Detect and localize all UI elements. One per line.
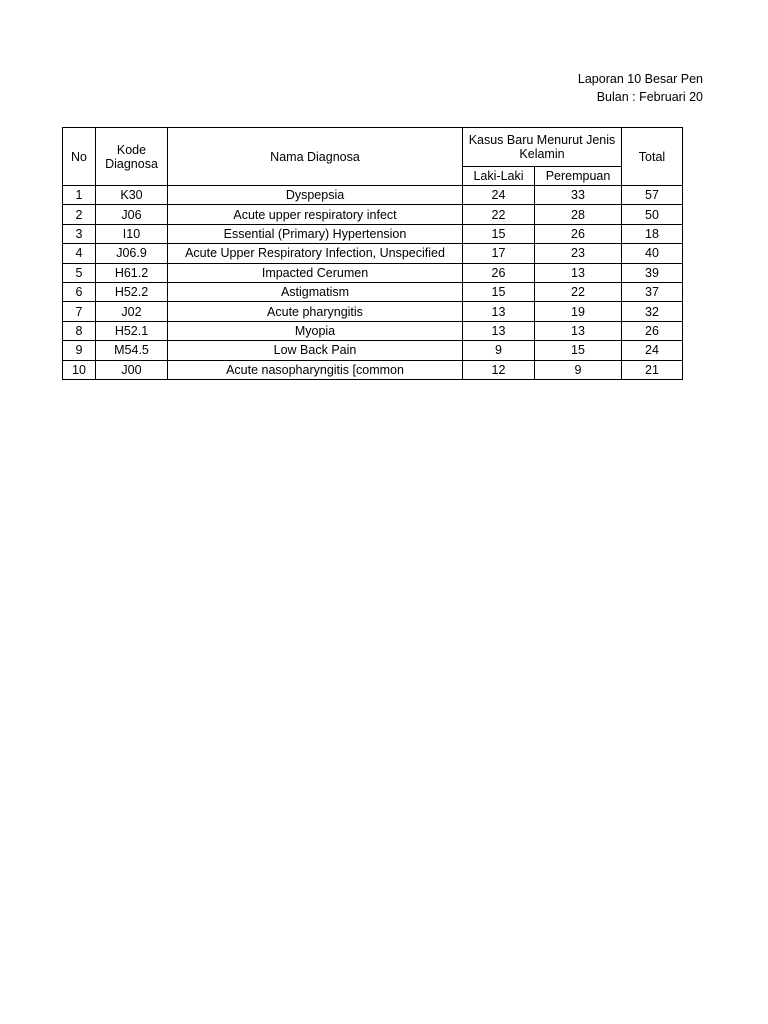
cell-no: 8 — [63, 321, 96, 340]
cell-total: 24 — [622, 341, 683, 360]
table-row — [63, 224, 683, 243]
cell-laki: 26 — [463, 263, 535, 282]
cell-nama: Low Back Pain — [168, 341, 463, 360]
header-row-1 — [63, 128, 683, 167]
cell-laki: 24 — [463, 186, 535, 205]
cell-laki: 13 — [463, 321, 535, 340]
cell-perempuan: 15 — [535, 341, 622, 360]
cell-total: 26 — [622, 321, 683, 340]
cell-no: 4 — [63, 244, 96, 263]
cell-no: 9 — [63, 341, 96, 360]
cell-no: 7 — [63, 302, 96, 321]
report-period-line — [460, 88, 703, 106]
cell-perempuan: 28 — [535, 205, 622, 224]
cell-total: 50 — [622, 205, 683, 224]
report-title: Laporan 10 Besar Pen — [577, 72, 703, 86]
report-title-line — [460, 70, 703, 88]
cell-kode: I10 — [96, 224, 168, 243]
cell-perempuan: 19 — [535, 302, 622, 321]
header-perempuan: Perempuan — [535, 167, 622, 186]
cell-no: 6 — [63, 282, 96, 301]
cell-no: 1 — [63, 186, 96, 205]
cell-no: 10 — [63, 360, 96, 379]
cell-kode: J06 — [96, 205, 168, 224]
cell-total: 39 — [622, 263, 683, 282]
cell-no: 3 — [63, 224, 96, 243]
cell-laki: 12 — [463, 360, 535, 379]
cell-perempuan: 22 — [535, 282, 622, 301]
cell-nama: Acute Upper Respiratory Infection, Unspecified — [168, 244, 463, 263]
cell-total: 32 — [622, 302, 683, 321]
header-kode: Kode Diagnosa — [96, 128, 168, 186]
header-kasus-group: Kasus Baru Menurut Jenis Kelamin — [463, 128, 622, 167]
table-row — [63, 244, 683, 263]
table-row — [63, 302, 683, 321]
cell-kode: H52.2 — [96, 282, 168, 301]
header-laki: Laki-Laki — [463, 167, 535, 186]
cell-nama: Essential (Primary) Hypertension — [168, 224, 463, 243]
cell-nama: Myopia — [168, 321, 463, 340]
cell-total: 57 — [622, 186, 683, 205]
report-period: Bulan : Februari 20 — [596, 90, 703, 104]
cell-laki: 13 — [463, 302, 535, 321]
cell-no: 5 — [63, 263, 96, 282]
cell-perempuan: 13 — [535, 263, 622, 282]
cell-total: 40 — [622, 244, 683, 263]
cell-laki: 15 — [463, 282, 535, 301]
header-total: Total — [622, 128, 683, 186]
diagnosis-table — [62, 127, 683, 380]
cell-kode: J06.9 — [96, 244, 168, 263]
cell-nama: Acute pharyngitis — [168, 302, 463, 321]
table-header — [63, 128, 683, 186]
cell-kode: M54.5 — [96, 341, 168, 360]
cell-perempuan: 23 — [535, 244, 622, 263]
report-header — [460, 70, 703, 106]
cell-nama: Impacted Cerumen — [168, 263, 463, 282]
cell-total: 21 — [622, 360, 683, 379]
cell-laki: 17 — [463, 244, 535, 263]
cell-nama: Dyspepsia — [168, 186, 463, 205]
table-row — [63, 360, 683, 379]
cell-kode: J00 — [96, 360, 168, 379]
header-nama: Nama Diagnosa — [168, 128, 463, 186]
table-row — [63, 186, 683, 205]
cell-no: 2 — [63, 205, 96, 224]
cell-perempuan: 26 — [535, 224, 622, 243]
table-body — [63, 186, 683, 380]
table-row — [63, 205, 683, 224]
table-row — [63, 321, 683, 340]
cell-kode: H61.2 — [96, 263, 168, 282]
cell-laki: 9 — [463, 341, 535, 360]
table-row — [63, 282, 683, 301]
cell-total: 18 — [622, 224, 683, 243]
cell-kode: K30 — [96, 186, 168, 205]
cell-laki: 15 — [463, 224, 535, 243]
header-no: No — [63, 128, 96, 186]
cell-perempuan: 33 — [535, 186, 622, 205]
cell-nama: Acute upper respiratory infect — [168, 205, 463, 224]
cell-kode: H52.1 — [96, 321, 168, 340]
cell-nama: Acute nasopharyngitis [common — [168, 360, 463, 379]
cell-laki: 22 — [463, 205, 535, 224]
cell-total: 37 — [622, 282, 683, 301]
table-row — [63, 341, 683, 360]
cell-perempuan: 9 — [535, 360, 622, 379]
cell-perempuan: 13 — [535, 321, 622, 340]
cell-kode: J02 — [96, 302, 168, 321]
cell-nama: Astigmatism — [168, 282, 463, 301]
table-row — [63, 263, 683, 282]
